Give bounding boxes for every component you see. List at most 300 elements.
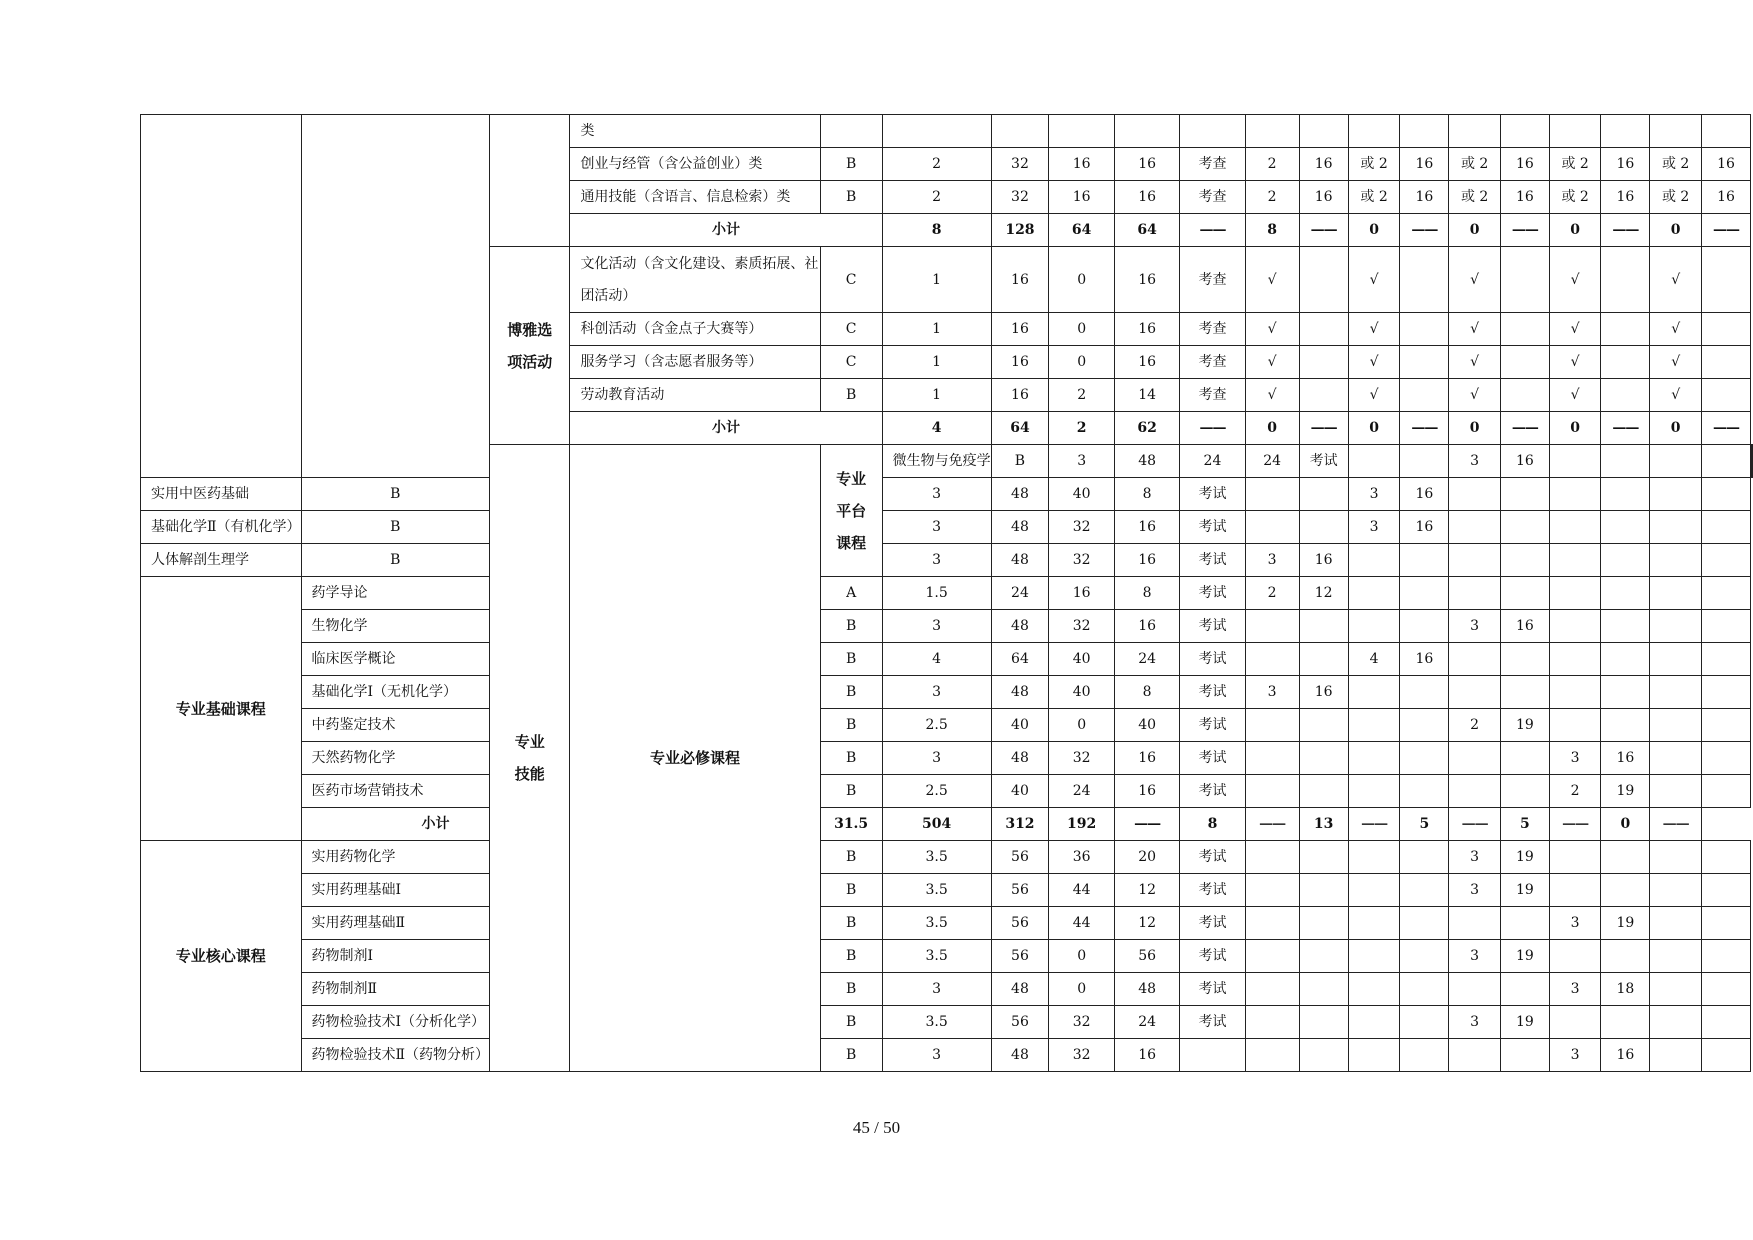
term-5-hours: 或 2 xyxy=(1650,148,1702,181)
total-hours: 48 xyxy=(1115,445,1180,478)
assessment xyxy=(1180,1039,1246,1072)
course-name: 实用中医药基础 xyxy=(141,478,302,511)
course-type: A xyxy=(820,577,882,610)
practice-hours: 20 xyxy=(1115,841,1180,874)
theory-hours: 0 xyxy=(1049,247,1115,313)
term-3-hours: 3 xyxy=(1449,610,1501,643)
credit: 3 xyxy=(882,1039,991,1072)
term-3-weeks: 16 xyxy=(1500,148,1549,181)
term-1-hours: 8 xyxy=(1245,214,1299,247)
term-1-hours: 0 xyxy=(1245,412,1299,445)
practice-hours: 12 xyxy=(1115,874,1180,907)
table-row xyxy=(141,115,1753,148)
term-4-weeks: 16 xyxy=(1601,1039,1650,1072)
assessment: 考试 xyxy=(1180,907,1246,940)
assessment: 考查 xyxy=(1180,148,1246,181)
course-name: 药物制剂Ⅱ xyxy=(301,973,490,1006)
theory-hours: 32 xyxy=(1049,511,1115,544)
practice-hours: 16 xyxy=(1115,1039,1180,1072)
theory-hours: 32 xyxy=(1049,1006,1115,1039)
term-2-weeks: 16 xyxy=(1400,181,1449,214)
credit: 1 xyxy=(882,247,991,313)
assessment: 考查 xyxy=(1180,313,1246,346)
dash: —— xyxy=(1400,214,1449,247)
theory-hours: 36 xyxy=(1049,841,1115,874)
course-name: 生物化学 xyxy=(301,610,490,643)
theory-hours: 24 xyxy=(1049,775,1115,808)
assessment: 考试 xyxy=(1180,1006,1246,1039)
course-name: 类 xyxy=(570,115,820,148)
table-row xyxy=(141,511,1753,544)
practice-hours: 16 xyxy=(1115,775,1180,808)
total-hours: 48 xyxy=(991,676,1049,709)
table-row xyxy=(141,610,1753,643)
credit: 1 xyxy=(882,379,991,412)
total-hours: 56 xyxy=(991,841,1049,874)
theory-hours: 16 xyxy=(1049,181,1115,214)
credit: 3 xyxy=(882,973,991,1006)
practice-hours: 8 xyxy=(1115,577,1180,610)
page-number: 45 / 50 xyxy=(852,1118,901,1137)
total-hours: 504 xyxy=(882,808,991,841)
course-name: 文化活动（含文化建设、素质拓展、社团活动） xyxy=(570,247,820,313)
course-name: 通用技能（含语言、信息检索）类 xyxy=(570,181,820,214)
credit: 1 xyxy=(882,346,991,379)
practice-hours: 24 xyxy=(1115,643,1180,676)
total-hours: 24 xyxy=(991,577,1049,610)
course-type: B xyxy=(820,1039,882,1072)
course-type: B xyxy=(820,1006,882,1039)
term-3-hours: 或 2 xyxy=(1449,181,1501,214)
course-name: 微生物与免疫学 xyxy=(882,445,991,478)
course-name: 基础化学Ⅱ（有机化学） xyxy=(141,511,302,544)
course-type: B xyxy=(820,148,882,181)
check-mark: √ xyxy=(1348,379,1400,412)
term-4-weeks: 18 xyxy=(1601,973,1650,1006)
term-1-hours: 8 xyxy=(1180,808,1246,841)
credit: 2 xyxy=(882,148,991,181)
dash: —— xyxy=(1449,808,1501,841)
total-hours: 56 xyxy=(991,907,1049,940)
course-type: B xyxy=(820,643,882,676)
term-4-hours: 0 xyxy=(1549,412,1601,445)
total-hours: 16 xyxy=(991,346,1049,379)
table-row xyxy=(141,709,1753,742)
theory-hours: 0 xyxy=(1049,940,1115,973)
term-3-weeks: 16 xyxy=(1500,610,1549,643)
group-label-foundation: 专业基础课程 xyxy=(141,577,302,841)
course-name: 临床医学概论 xyxy=(301,643,490,676)
check-mark: √ xyxy=(1449,379,1501,412)
theory-hours: 16 xyxy=(1049,148,1115,181)
theory-hours: 32 xyxy=(1049,544,1115,577)
check-mark: √ xyxy=(1549,379,1601,412)
course-type: B xyxy=(820,709,882,742)
practice-hours: 16 xyxy=(1115,544,1180,577)
term-1-weeks: 16 xyxy=(1299,148,1348,181)
course-name: 实用药物化学 xyxy=(301,841,490,874)
table-row xyxy=(141,676,1753,709)
assessment: 考试 xyxy=(1180,742,1246,775)
term-2-hours: 3 xyxy=(1449,445,1501,478)
term-5-weeks: 16 xyxy=(1701,148,1750,181)
total-hours: 16 xyxy=(991,379,1049,412)
term-1-hours: 2 xyxy=(1245,181,1299,214)
term-4-hours: 3 xyxy=(1549,907,1601,940)
check-mark: √ xyxy=(1650,313,1702,346)
table-row xyxy=(141,973,1753,1006)
table-row xyxy=(141,940,1753,973)
course-type: C xyxy=(820,247,882,313)
term-4-weeks: 16 xyxy=(1601,148,1650,181)
term-1-hours: 3 xyxy=(1245,544,1299,577)
term-3-hours: 3 xyxy=(1449,1006,1501,1039)
assessment: 考试 xyxy=(1180,709,1246,742)
credit: 3 xyxy=(1049,445,1115,478)
total-hours: 48 xyxy=(991,544,1049,577)
theory-hours: 40 xyxy=(1049,643,1115,676)
term-3-hours: 3 xyxy=(1449,841,1501,874)
term-4-weeks: 16 xyxy=(1601,742,1650,775)
assessment: 考查 xyxy=(1180,379,1246,412)
dash: —— xyxy=(1348,808,1400,841)
theory-hours: 0 xyxy=(1049,313,1115,346)
total-hours: 40 xyxy=(991,709,1049,742)
credit: 3.5 xyxy=(882,907,991,940)
course-name: 中药鉴定技术 xyxy=(301,709,490,742)
term-4-hours: 3 xyxy=(1549,742,1601,775)
course-name: 科创活动（含金点子大赛等） xyxy=(570,313,820,346)
term-4-hours: 0 xyxy=(1549,214,1601,247)
check-mark: √ xyxy=(1245,346,1299,379)
practice-hours: 64 xyxy=(1115,214,1180,247)
check-mark: √ xyxy=(1650,247,1702,313)
course-type: B xyxy=(820,940,882,973)
term-2-weeks: 16 xyxy=(1400,643,1449,676)
credit: 31.5 xyxy=(820,808,882,841)
term-1-weeks: 16 xyxy=(1299,544,1348,577)
term-2-hours: 3 xyxy=(1348,478,1400,511)
check-mark: √ xyxy=(1449,346,1501,379)
course-name: 药学导论 xyxy=(301,577,490,610)
theory-hours: 40 xyxy=(1049,478,1115,511)
term-3-hours: 3 xyxy=(1449,940,1501,973)
term-1-hours: 2 xyxy=(1245,577,1299,610)
subtotal-row xyxy=(141,808,1753,841)
course-type: B xyxy=(820,379,882,412)
assessment: 考查 xyxy=(1180,346,1246,379)
course-name: 劳动教育活动 xyxy=(570,379,820,412)
total-hours: 64 xyxy=(991,412,1049,445)
subtotal-label: 小计 xyxy=(301,808,570,841)
theory-hours: 0 xyxy=(1049,973,1115,1006)
total-hours: 16 xyxy=(991,247,1049,313)
term-4-hours: 3 xyxy=(1549,973,1601,1006)
term-3-hours: 5 xyxy=(1400,808,1449,841)
theory-hours: 32 xyxy=(1049,1039,1115,1072)
credit: 3 xyxy=(882,478,991,511)
assessment: 考试 xyxy=(1180,511,1246,544)
credit: 3.5 xyxy=(882,841,991,874)
total-hours: 56 xyxy=(991,1006,1049,1039)
term-2-hours: 或 2 xyxy=(1348,148,1400,181)
dash: —— xyxy=(1180,214,1246,247)
total-hours: 48 xyxy=(991,973,1049,1006)
total-hours: 16 xyxy=(991,313,1049,346)
practice-hours: 16 xyxy=(1115,148,1180,181)
course-name: 实用药理基础Ⅰ xyxy=(301,874,490,907)
check-mark: √ xyxy=(1650,346,1702,379)
subcategory-label-major-required: 专业必修课程 xyxy=(570,445,820,1072)
term-3-hours: 或 2 xyxy=(1449,148,1501,181)
theory-hours: 312 xyxy=(991,808,1049,841)
course-type: B xyxy=(820,742,882,775)
term-3-weeks: 19 xyxy=(1500,874,1549,907)
practice-hours: 16 xyxy=(1115,247,1180,313)
course-type: B xyxy=(301,544,490,577)
check-mark: √ xyxy=(1549,247,1601,313)
assessment: 考试 xyxy=(1180,544,1246,577)
course-table xyxy=(140,114,1753,1072)
credit: 3 xyxy=(882,610,991,643)
subtotal-label: 小计 xyxy=(570,412,882,445)
credit: 3 xyxy=(882,742,991,775)
term-4-hours: 3 xyxy=(1549,1039,1601,1072)
subtotal-label: 小计 xyxy=(570,214,882,247)
total-hours: 40 xyxy=(991,775,1049,808)
assessment: 考试 xyxy=(1299,445,1348,478)
assessment: 考试 xyxy=(1180,643,1246,676)
credit: 1 xyxy=(882,313,991,346)
practice-hours: 16 xyxy=(1115,346,1180,379)
course-name: 人体解剖生理学 xyxy=(141,544,302,577)
term-1-weeks: 12 xyxy=(1299,577,1348,610)
credit: 3.5 xyxy=(882,940,991,973)
credit: 2 xyxy=(882,181,991,214)
total-hours: 32 xyxy=(991,148,1049,181)
term-4-weeks: 19 xyxy=(1601,775,1650,808)
term-2-weeks: 16 xyxy=(1500,445,1549,478)
term-3-hours: 0 xyxy=(1449,412,1501,445)
theory-hours: 0 xyxy=(1049,709,1115,742)
term-3-weeks: 19 xyxy=(1500,709,1549,742)
table-row xyxy=(141,478,1753,511)
term-5-hours: 0 xyxy=(1650,214,1702,247)
course-type: B xyxy=(820,973,882,1006)
total-hours: 64 xyxy=(991,643,1049,676)
term-4-weeks: 16 xyxy=(1601,181,1650,214)
assessment: 考试 xyxy=(1180,610,1246,643)
credit: 3 xyxy=(882,511,991,544)
term-3-hours: 0 xyxy=(1449,214,1501,247)
course-type: B xyxy=(301,478,490,511)
total-hours: 48 xyxy=(991,742,1049,775)
table-row xyxy=(141,775,1753,808)
course-type: B xyxy=(991,445,1049,478)
check-mark: √ xyxy=(1650,379,1702,412)
course-name: 药物制剂Ⅰ xyxy=(301,940,490,973)
table-row xyxy=(141,1039,1753,1072)
assessment: 考试 xyxy=(1180,577,1246,610)
assessment: 考试 xyxy=(1180,478,1246,511)
theory-hours: 32 xyxy=(1049,742,1115,775)
dash: —— xyxy=(1115,808,1180,841)
theory-hours: 2 xyxy=(1049,379,1115,412)
subcategory-cell-upper xyxy=(301,115,490,478)
course-name: 天然药物化学 xyxy=(301,742,490,775)
check-mark: √ xyxy=(1549,346,1601,379)
term-2-weeks: 16 xyxy=(1400,478,1449,511)
table-row xyxy=(141,1006,1753,1039)
course-name: 医药市场营销技术 xyxy=(301,775,490,808)
practice-hours: 8 xyxy=(1115,478,1180,511)
course-type: B xyxy=(820,841,882,874)
practice-hours: 62 xyxy=(1115,412,1180,445)
total-hours: 48 xyxy=(991,511,1049,544)
table-row xyxy=(141,742,1753,775)
table-row xyxy=(141,841,1753,874)
practice-hours: 16 xyxy=(1115,313,1180,346)
credit: 4 xyxy=(882,412,991,445)
dash: —— xyxy=(1601,412,1650,445)
table-row xyxy=(141,643,1753,676)
assessment: 考试 xyxy=(1180,775,1246,808)
theory-hours: 40 xyxy=(1049,676,1115,709)
check-mark: √ xyxy=(1348,313,1400,346)
practice-hours: 24 xyxy=(1245,445,1299,478)
term-3-weeks: 16 xyxy=(1500,181,1549,214)
term-2-hours: 或 2 xyxy=(1348,181,1400,214)
course-type: B xyxy=(820,181,882,214)
term-2-hours: 0 xyxy=(1348,412,1400,445)
term-1-hours: 2 xyxy=(1245,148,1299,181)
course-name: 实用药理基础Ⅱ xyxy=(301,907,490,940)
group-label-platform: 专业平台课程 xyxy=(820,445,882,577)
credit: 2.5 xyxy=(882,709,991,742)
term-3-weeks: 19 xyxy=(1500,841,1549,874)
course-type: B xyxy=(820,676,882,709)
term-4-hours: 2 xyxy=(1549,775,1601,808)
practice-hours: 12 xyxy=(1115,907,1180,940)
group-label-boya: 博雅选项活动 xyxy=(490,247,570,445)
term-4-weeks: 19 xyxy=(1601,907,1650,940)
assessment: 考试 xyxy=(1180,841,1246,874)
check-mark: √ xyxy=(1348,247,1400,313)
term-1-weeks: 16 xyxy=(1299,676,1348,709)
credit: 3 xyxy=(882,676,991,709)
total-hours: 128 xyxy=(991,214,1049,247)
practice-hours: 192 xyxy=(1049,808,1115,841)
term-2-hours: 0 xyxy=(1348,214,1400,247)
group-cell-elective xyxy=(490,115,570,247)
theory-hours: 64 xyxy=(1049,214,1115,247)
credit: 8 xyxy=(882,214,991,247)
course-type: C xyxy=(820,346,882,379)
course-type: B xyxy=(820,907,882,940)
term-3-hours: 3 xyxy=(1449,874,1501,907)
total-hours: 48 xyxy=(991,478,1049,511)
table-row xyxy=(141,907,1753,940)
check-mark: √ xyxy=(1245,313,1299,346)
dash: —— xyxy=(1245,808,1299,841)
term-4-hours: 5 xyxy=(1500,808,1549,841)
dash: —— xyxy=(1549,808,1601,841)
theory-hours: 24 xyxy=(1180,445,1246,478)
term-4-hours: 或 2 xyxy=(1549,181,1601,214)
check-mark: √ xyxy=(1449,313,1501,346)
dash: —— xyxy=(1299,214,1348,247)
practice-hours: 48 xyxy=(1115,973,1180,1006)
credit: 4 xyxy=(882,643,991,676)
credit: 3.5 xyxy=(882,1006,991,1039)
assessment: 考查 xyxy=(1180,247,1246,313)
dash: —— xyxy=(1701,214,1750,247)
practice-hours: 56 xyxy=(1115,940,1180,973)
check-mark: √ xyxy=(1549,313,1601,346)
course-type: B xyxy=(820,874,882,907)
total-hours: 32 xyxy=(991,181,1049,214)
practice-hours: 16 xyxy=(1115,181,1180,214)
term-3-weeks: 19 xyxy=(1500,940,1549,973)
term-3-weeks: 19 xyxy=(1500,1006,1549,1039)
term-2-hours: 4 xyxy=(1348,643,1400,676)
course-name: 服务学习（含志愿者服务等） xyxy=(570,346,820,379)
assessment: 考试 xyxy=(1180,940,1246,973)
course-type: B xyxy=(301,511,490,544)
credit: 3 xyxy=(882,544,991,577)
table-row xyxy=(141,577,1753,610)
term-2-hours: 13 xyxy=(1299,808,1348,841)
term-1-weeks: 16 xyxy=(1299,181,1348,214)
practice-hours: 24 xyxy=(1115,1006,1180,1039)
theory-hours: 0 xyxy=(1049,346,1115,379)
dash: —— xyxy=(1601,214,1650,247)
dash: —— xyxy=(1500,412,1549,445)
term-1-hours: 3 xyxy=(1245,676,1299,709)
check-mark: √ xyxy=(1245,379,1299,412)
dash: —— xyxy=(1400,412,1449,445)
practice-hours: 16 xyxy=(1115,511,1180,544)
theory-hours: 2 xyxy=(1049,412,1115,445)
total-hours: 56 xyxy=(991,940,1049,973)
dash: —— xyxy=(1701,412,1750,445)
term-2-weeks: 16 xyxy=(1400,148,1449,181)
theory-hours: 32 xyxy=(1049,610,1115,643)
group-label-core: 专业核心课程 xyxy=(141,841,302,1072)
check-mark: √ xyxy=(1348,346,1400,379)
course-type: B xyxy=(820,610,882,643)
term-5-weeks: 16 xyxy=(1701,181,1750,214)
credit: 1.5 xyxy=(882,577,991,610)
term-2-weeks: 16 xyxy=(1400,511,1449,544)
total-hours: 48 xyxy=(991,1039,1049,1072)
theory-hours: 44 xyxy=(1049,907,1115,940)
credit: 3.5 xyxy=(882,874,991,907)
category-cell-upper xyxy=(141,115,302,478)
assessment: 考试 xyxy=(1180,874,1246,907)
course-name: 药物检验技术Ⅱ（药物分析） xyxy=(301,1039,490,1072)
total-hours: 56 xyxy=(991,874,1049,907)
course-name: 创业与经管（含公益创业）类 xyxy=(570,148,820,181)
table-row xyxy=(141,874,1753,907)
course-type: B xyxy=(820,775,882,808)
course-name: 基础化学Ⅰ（无机化学） xyxy=(301,676,490,709)
category-label-major-skill: 专业技能 xyxy=(490,445,570,1072)
term-2-hours: 3 xyxy=(1348,511,1400,544)
term-5-hours: 0 xyxy=(1650,412,1702,445)
term-5-hours: 0 xyxy=(1601,808,1650,841)
term-5-hours: 或 2 xyxy=(1650,181,1702,214)
